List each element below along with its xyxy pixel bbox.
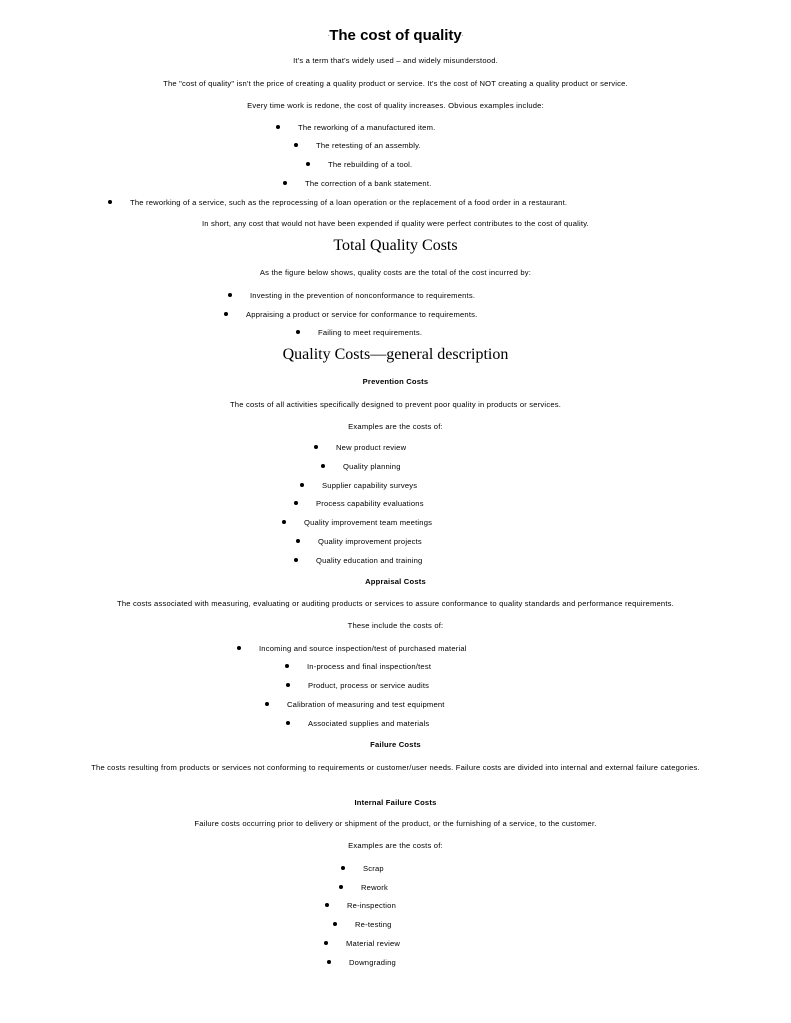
list-item: The rebuilding of a tool.	[328, 160, 413, 169]
appraisal-desc: The costs associated with measuring, evaluating or auditing products or services to assure conformance to quality standards and performance requirements.	[117, 599, 674, 608]
list-item: Quality education and training	[316, 556, 423, 565]
bullet-icon	[276, 125, 280, 129]
total-quality-costs-heading: Total Quality Costs	[333, 237, 458, 254]
bullet-icon	[296, 539, 300, 543]
bullet-icon	[324, 941, 328, 945]
bullet-icon	[224, 312, 228, 316]
bullet-icon	[314, 445, 318, 449]
intro-line-1: It's a term that's widely used – and widely misunderstood.	[293, 56, 498, 65]
list-item: The reworking of a service, such as the reprocessing of a loan operation or the replacement of a food order in a restaurant.	[130, 198, 568, 207]
list-item: Failing to meet requirements.	[318, 328, 423, 337]
list-item: Rework	[361, 883, 388, 892]
prevention-intro: Examples are the costs of:	[348, 422, 443, 431]
bullet-icon	[108, 200, 112, 204]
title-text: The cost of quality	[329, 27, 462, 44]
title-mark-right: ·	[461, 33, 464, 40]
bullet-icon	[285, 664, 289, 668]
prevention-desc: The costs of all activities specifically designed to prevent poor quality in products or services.	[229, 400, 562, 409]
list-item: Investing in the prevention of nonconformance to requirements.	[250, 291, 476, 300]
bullet-icon	[294, 558, 298, 562]
failure-heading: Failure Costs	[370, 740, 421, 749]
appraisal-intro: These include the costs of:	[347, 621, 444, 630]
list-item: Quality improvement team meetings	[304, 518, 433, 527]
bullet-icon	[294, 143, 298, 147]
internal-desc: Failure costs occurring prior to delivery or shipment of the product, or the furnishing of a service, to the customer.	[194, 819, 597, 828]
list-item: Downgrading	[349, 958, 396, 967]
bullet-icon	[325, 903, 329, 907]
bullet-icon	[282, 520, 286, 524]
appraisal-heading: Appraisal Costs	[365, 577, 426, 586]
intro-line-3: Every time work is redone, the cost of quality increases. Obvious examples include:	[247, 101, 544, 110]
bullet-icon	[283, 181, 287, 185]
general-description-heading: Quality Costs—general description	[282, 346, 509, 363]
list-item: The reworking of a manufactured item.	[298, 123, 436, 132]
bullet-icon	[306, 162, 310, 166]
list-item: Incoming and source inspection/test of purchased material	[259, 644, 467, 653]
list-item: Product, process or service audits	[308, 681, 430, 690]
list-item: Calibration of measuring and test equipment	[287, 700, 445, 709]
internal-failure-heading: Internal Failure Costs	[354, 798, 437, 807]
list-item: Quality planning	[343, 462, 401, 471]
bullet-icon	[286, 721, 290, 725]
bullet-icon	[296, 330, 300, 334]
bullet-icon	[321, 464, 325, 468]
list-item: Supplier capability surveys	[322, 481, 418, 490]
list-item: Re-testing	[355, 920, 392, 929]
list-item: Quality improvement projects	[318, 537, 422, 546]
intro-line-2: The "cost of quality" isn't the price of creating a quality product or service. It's the cost of NOT creating a quality product or service.	[163, 79, 628, 88]
bullet-icon	[265, 702, 269, 706]
list-item: New product review	[336, 443, 407, 452]
list-item: Appraising a product or service for conformance to requirements.	[246, 310, 478, 319]
title-mark-left: ·	[327, 33, 330, 40]
list-item: In-process and final inspection/test	[307, 662, 432, 671]
list-item: Associated supplies and materials	[308, 719, 430, 728]
list-item: Re-inspection	[347, 901, 397, 910]
internal-intro: Examples are the costs of:	[348, 841, 443, 850]
list-item: The retesting of an assembly.	[316, 141, 421, 150]
list-item: Scrap	[363, 864, 384, 873]
failure-desc: The costs resulting from products or services not conforming to requirements or customer/user needs. Failure costs are divided into internal and external failure categories.	[91, 763, 700, 772]
page-title	[0, 26, 791, 46]
bullet-icon	[294, 501, 298, 505]
bullet-icon	[286, 683, 290, 687]
prevention-heading: Prevention Costs	[362, 377, 429, 386]
bullet-icon	[333, 922, 337, 926]
bullet-icon	[339, 885, 343, 889]
bullet-icon	[237, 646, 241, 650]
total-intro: As the figure below shows, quality costs are the total of the cost incurred by:	[259, 268, 532, 277]
bullet-icon	[327, 960, 331, 964]
list-item: Material review	[346, 939, 401, 948]
bullet-icon	[341, 866, 345, 870]
in-short-text: In short, any cost that would not have been expended if quality were perfect contributes to the cost of quality.	[202, 219, 589, 228]
list-item: The correction of a bank statement.	[305, 179, 432, 188]
bullet-icon	[228, 293, 232, 297]
bullet-icon	[300, 483, 304, 487]
list-item: Process capability evaluations	[316, 499, 424, 508]
